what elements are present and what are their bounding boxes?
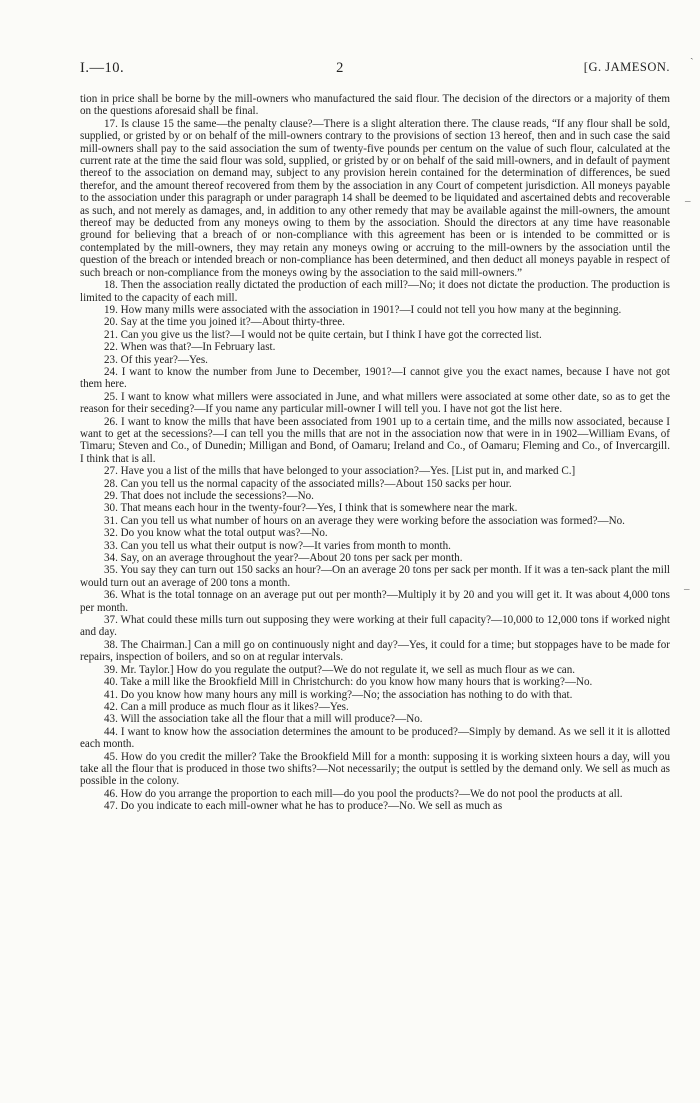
paragraph: 44. I want to know how the association determines the amount to be produced?—Simply by demand. As we sell it it is allotted each month.	[80, 725, 670, 751]
paragraph: 22. When was that?—In February last.	[104, 341, 276, 354]
paragraph: 33. Can you tell us what their output is now?—It varies from month to month.	[104, 539, 451, 552]
paragraph: 23. Of this year?—Yes.	[104, 353, 208, 366]
page-header	[80, 60, 670, 78]
paragraph: 28. Can you tell us the normal capacity of the associated mills?—About 150 sacks per hour.	[104, 477, 512, 490]
paragraph: tion in price shall be borne by the mill-owners who manufactured the said flour. The decision of the directors or a majority of them on the questions aforesaid shall be final.	[80, 93, 670, 118]
paragraph: 35. You say they can turn out 150 sacks an hour?—On an average 20 tons per sack per month. If it was a ten-sack plant the mill would turn out an average of 200 tons a month.	[80, 564, 670, 589]
paragraph: 20. Say at the time you joined it?—About thirty-three.	[104, 316, 345, 329]
paragraph: 46. How do you arrange the proportion to each mill—do you pool the products?—We do not pool the products at all.	[104, 787, 623, 800]
paragraph: 29. That does not include the secessions?—No.	[104, 490, 314, 502]
paragraph: 19. How many mills were associated with the association in 1901?—I could not tell you how many at the beginning.	[104, 303, 622, 316]
paragraph: 34. Say, on an average throughout the year?—About 20 tons per sack per month.	[104, 552, 463, 565]
paragraph: 42. Can a mill produce as much flour as it likes?—Yes.	[104, 700, 349, 713]
paragraph: 24. I want to know the number from June to December, 1901?—I cannot give you the exact names, because I have not got them here.	[80, 365, 670, 391]
paragraph: 30. That means each hour in the twenty-four?—Yes, I think that is somewhere near the mark.	[104, 502, 518, 515]
paragraph: 38. The Chairman.] Can a mill go on continuously night and day?—Yes, it could for a time; but stoppages have to be made for repairs, inspection of boilers, and so on at regular intervals.	[80, 638, 670, 664]
paragraph: 43. Will the association take all the flour that a mill will produce?—No.	[104, 713, 423, 726]
paragraph: 18. Then the association really dictated the production of each mill?—No; it does not dictate the production. The production is limited to the capacity of each mill.	[80, 279, 670, 304]
witness-name: [G. JAMESON.	[583, 60, 670, 74]
paragraph: 40. Take a mill like the Brookfield Mill in Christchurch: do you know how many hours that is working?—No.	[104, 676, 593, 689]
margin-mark-icon: ‒	[685, 195, 691, 207]
paragraph: 36. What is the total tonnage on an average put out per month?—Multiply it by 20 and you will get it. It was about 4,000 tons per month.	[80, 589, 670, 614]
paragraph: 17. Is clause 15 the same—the penalty clause?—There is a slight alteration there. The clause reads, “If any flour shall be sold, supplied, or gristed by or on behalf of the mill-owners contrary to the provisions of section 13 hereof, then and in such case the said mill-owners shall pay to the said association the sum of twenty-five pounds per centum on the value of such flour, calculated at the current rate at the time the said flour was sold, supplied, or gristed by or on behalf of the said mill-owners, and in default of payment thereof to the association on demand may, subject to any provision herein contained for the determination of differences, be sued therefor, and the amount thereof recovered from them by the association in any Court of competent jurisdiction. All moneys payable to the association under this paragraph or under paragraph 14 shall be deemed to be liquidated and ascertained debts and recoverable as such, and not merely as damages, and, in addition to any other remedy that may be available against the mill-owners, the amount thereof may be deducted from any moneys owing to them by the association. Should the directors at any time have reasonable ground for believing that a breach of or non-compliance with this agreement has been or is intended to be committed or is contemplated by the mill-owners, they may retain any moneys owing or accruing to the mill-owners by the association until the question of the breach or intended breach or non-compliance has been determined, and then deduct all moneys payable in respect of such breach or non-compliance from the moneys owing by the association to the said mill-owners.”	[80, 117, 670, 279]
paragraph: 27. Have you a list of the mills that have belonged to your association?—Yes. [List put in, and marked C.]	[104, 465, 576, 478]
margin-mark-icon: –	[684, 583, 690, 595]
paragraph: 37. What could these mills turn out supposing they were working at their full capacity?—10,000 to 12,000 tons if worked night and day.	[80, 614, 670, 639]
paragraph: 26. I want to know the mills that have been associated from 1901 up to a certain time, and the mills now associated, because I want to get at the secessions?—I can tell you the mills that are not in the association now that were in in 1902—William Evans, of Timaru; Steven and Co., of Dunedin; Milligan and Bond, of Oamaru; Ireland and Co., of Oamaru; Fleming and Co., of Invercargill. I think that is all.	[80, 415, 670, 465]
paragraph: 39. Mr. Taylor.] How do you regulate the output?—We do not regulate it, we sell as much flour as we can.	[104, 663, 576, 676]
evidence-text	[80, 93, 670, 813]
paragraph: 21. Can you give us the list?—I would not be quite certain, but I think I have got the corrected list.	[104, 328, 542, 341]
paragraph: 47. Do you indicate to each mill-owner what he has to produce?—No. We sell as much as	[104, 800, 503, 813]
paragraph: 45. How do you credit the miller? Take the Brookfield Mill for a month: supposing it is working sixteen hours a day, will you take all the flour that is produced in those two shifts?—Not necessarily; the output is settled by the demand only. We sell as much as possible in the colony.	[80, 750, 670, 788]
margin-mark-icon: ˎ	[690, 48, 694, 60]
paragraph: 25. I want to know what millers were associated in June, and what millers were associated at some other date, so as to get the reason for their seceding?—If you name any particular mill-owner I will tell you. I have not got the list here.	[80, 390, 670, 416]
page-number: 2	[336, 60, 344, 76]
paragraph: 32. Do you know what the total output was?—No.	[104, 527, 328, 540]
paragraph: 31. Can you tell us what number of hours on an average they were working before the association was formed?—No.	[104, 514, 625, 527]
paragraph: 41. Do you know how many hours any mill is working?—No; the association has nothing to do with that.	[104, 688, 573, 701]
report-reference: I.—10.	[80, 60, 125, 76]
